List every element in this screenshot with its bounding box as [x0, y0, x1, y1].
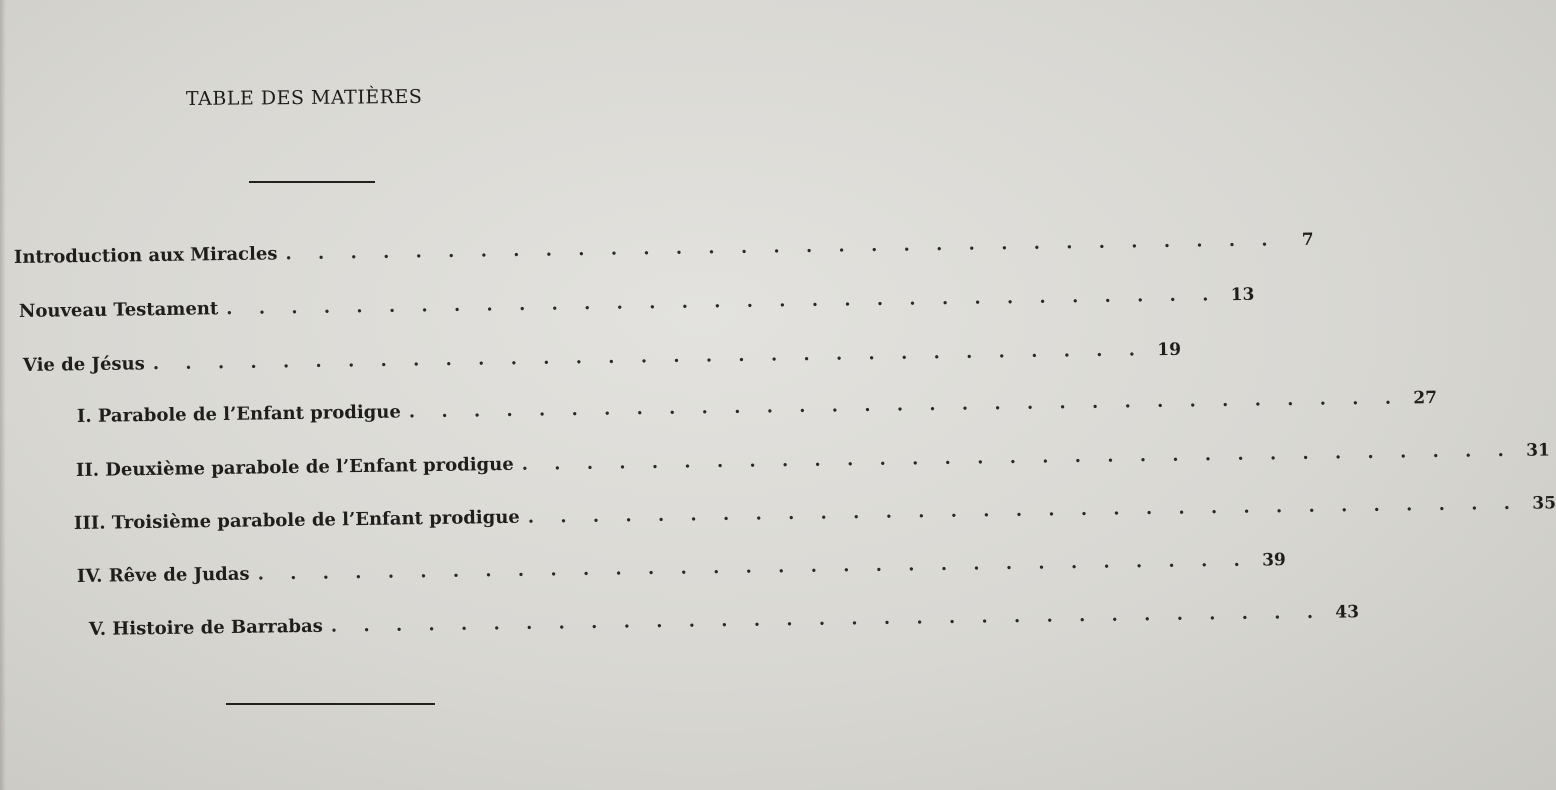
toc-entry-label: II. Deuxième parabole de l’Enfant prodigue: [75, 453, 514, 481]
toc-entry: [75, 439, 1551, 484]
toc-entry: [13, 229, 1314, 271]
leader-dots: . . . . . . . . . . . . . . . . . . . . . . . . . . . . . . .: [527, 492, 1521, 528]
toc-entry: [22, 339, 1182, 379]
leader-dots: . . . . . . . . . . . . . . . . . . . . . . . . . . . . . . .: [257, 549, 1250, 585]
toc-entry-label: Introduction aux Miracles: [13, 243, 278, 268]
toc-entry: [18, 284, 1255, 325]
leader-dots: . . . . . . . . . . . . . . . . . . . . . . . . . . . . . . .: [152, 339, 1146, 375]
toc-entry: [73, 492, 1556, 537]
leader-dots: . . . . . . . . . . . . . . . . . . . . . . . . . . . . . . .: [330, 601, 1324, 637]
toc-entry-page: 27: [1413, 388, 1438, 409]
toc-entry-page: 7: [1301, 229, 1314, 251]
toc-entry-page: 31: [1526, 440, 1551, 461]
bottom-divider: [226, 703, 435, 705]
leader-dots: . . . . . . . . . . . . . . . . . . . . . . . . . . . . . . .: [521, 439, 1515, 475]
leader-dots: . . . . . . . . . . . . . . . . . . . . . . . . . . . . . . .: [408, 387, 1402, 423]
toc-entry-label: V. Histoire de Barrabas: [88, 615, 323, 640]
toc-entry-label: IV. Rêve de Judas: [76, 563, 250, 587]
toc-entry-page: 13: [1230, 284, 1255, 306]
toc-entry-label: Vie de Jésus: [22, 353, 145, 376]
toc-entry-label: Nouveau Testament: [18, 298, 219, 322]
leader-dots: . . . . . . . . . . . . . . . . . . . . . . . . . . . . . . .: [226, 284, 1219, 320]
toc-entry-page: 39: [1261, 550, 1286, 571]
page-title: TABLE DES MATIÈRES: [185, 85, 423, 110]
toc-entry-label: I. Parabole de l’Enfant prodigue: [76, 401, 401, 427]
toc-entry-label: III. Troisième parabole de l’Enfant prodigue: [73, 506, 520, 534]
toc-entry-page: 35: [1532, 493, 1556, 514]
toc-entry-page: 43: [1335, 602, 1360, 623]
toc-entry: [88, 601, 1360, 643]
toc-entry: [76, 549, 1286, 590]
toc-entry: [76, 387, 1438, 430]
leader-dots: . . . . . . . . . . . . . . . . . . . . . . . . . . . . . . .: [285, 229, 1278, 265]
toc-entry-page: 19: [1157, 339, 1182, 361]
